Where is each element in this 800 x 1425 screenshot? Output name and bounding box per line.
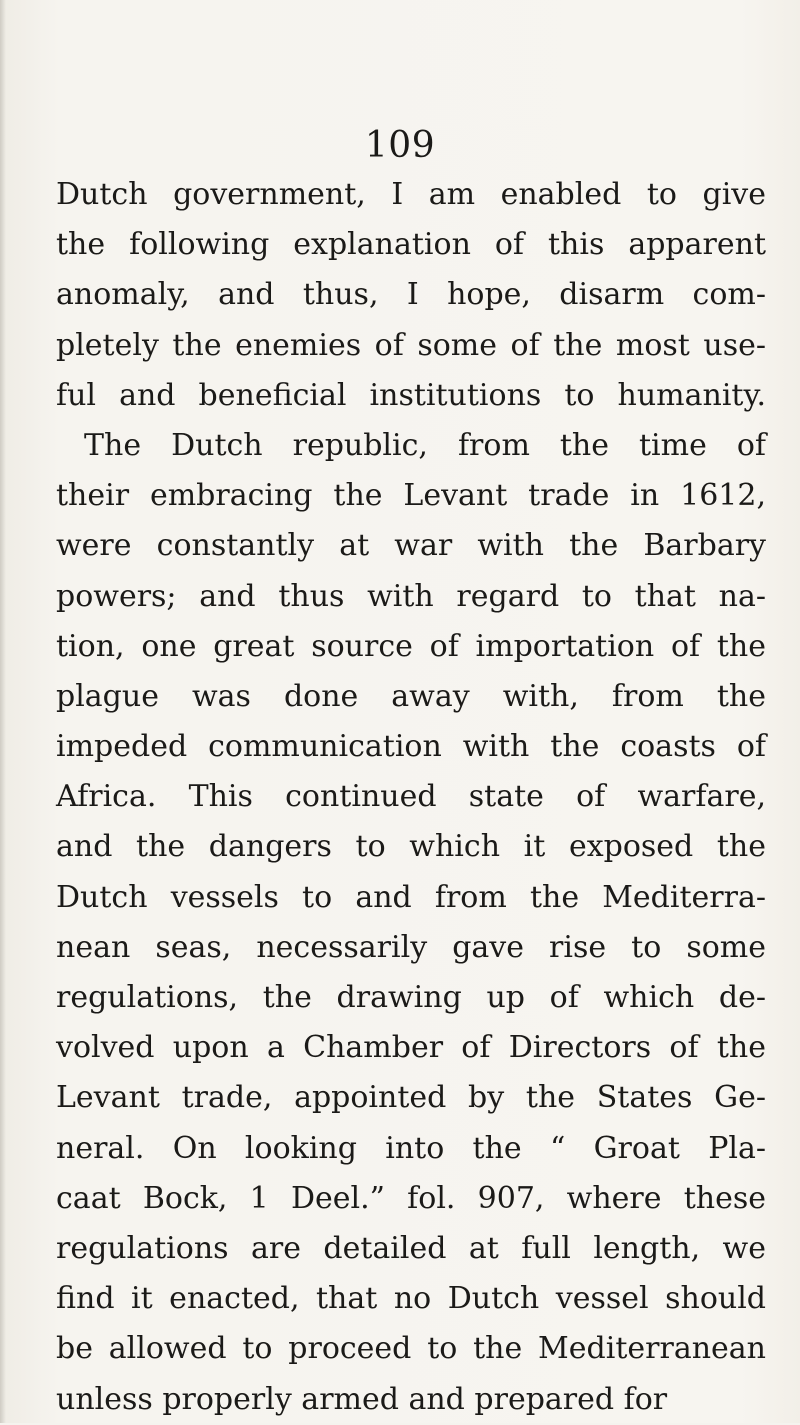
text-line: Africa. This continued state of warfare, xyxy=(56,779,766,815)
text-line: were constantly at war with the Barbary xyxy=(56,528,766,564)
text-line: anomaly, and thus, I hope, disarm com- xyxy=(56,277,766,313)
text-line: nean seas, necessarily gave rise to some xyxy=(56,929,766,965)
text-line: unless properly armed and prepared for xyxy=(56,1381,668,1417)
text-line: regulations are detailed at full length, we xyxy=(56,1230,766,1266)
body-text xyxy=(56,170,766,1425)
text-line: Dutch vessels to and from the Mediterra- xyxy=(56,879,766,915)
text-line: neral. On looking into the “ Groat Pla- xyxy=(56,1130,766,1166)
text-line: ful and beneficial institutions to humanity. xyxy=(56,377,766,413)
text-line: Levant trade, appointed by the States Ge- xyxy=(56,1080,766,1116)
text-line: plague was done away with, from the xyxy=(56,678,766,714)
text-line: their embracing the Levant trade in 1612, xyxy=(56,478,766,514)
text-line: and the dangers to which it exposed the xyxy=(56,829,766,865)
page-number: 109 xyxy=(364,125,436,166)
text-line: tion, one great source of importation of the xyxy=(56,628,766,664)
text-line: The Dutch republic, from the time of xyxy=(84,427,766,463)
text-line: volved upon a Chamber of Directors of the xyxy=(56,1030,766,1066)
gutter-shadow xyxy=(0,0,6,1423)
text-line: the following explanation of this apparent xyxy=(56,227,766,263)
text-line: pletely the enemies of some of the most use- xyxy=(56,327,766,363)
text-line: be allowed to proceed to the Mediterranean xyxy=(56,1331,766,1367)
text-line: find it enacted, that no Dutch vessel should xyxy=(56,1281,766,1317)
text-line: caat Bock, 1 Deel.” fol. 907, where these xyxy=(56,1180,766,1216)
text-line: regulations, the drawing up of which de- xyxy=(56,980,766,1015)
text-line: impeded communication with the coasts of xyxy=(56,729,766,765)
text-line: powers; and thus with regard to that na- xyxy=(56,578,766,614)
text-line: Dutch government, I am enabled to give xyxy=(56,177,766,212)
